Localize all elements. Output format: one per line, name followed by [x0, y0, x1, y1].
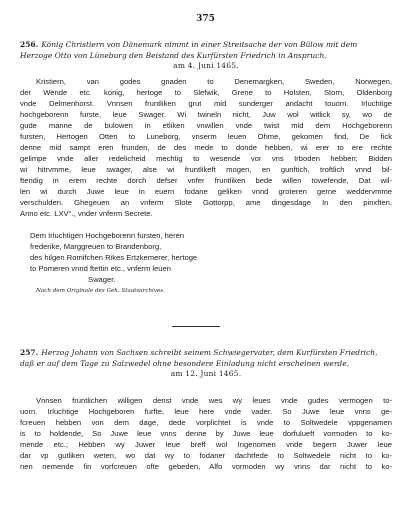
document-256-body: [20, 76, 392, 219]
address-line: to Pomeren vnnd ftettin etc., vnferm leuen: [30, 264, 171, 273]
address-line: Swager.: [88, 275, 116, 284]
address-line: Dem Irluchtigen Hochgeborenn fursten, heren: [30, 231, 185, 240]
document-257-number: 257.: [20, 348, 39, 357]
address-line: des hilgen Romifchen Rikes Ertzkemerer, hertoge: [30, 253, 198, 262]
body-line: is to holdende, So Juwe leue vnns denne by Juwe leue dorfulueft vormoden to ko-: [20, 429, 392, 438]
section-divider: [172, 326, 220, 327]
body-line: fcreuen hebben von dem dage, dede vorplichtet is vnde to Soltwedele vppgenamen: [20, 418, 392, 427]
body-line: dar vp gutliken weten, wo dat wy to fodaner dachtfede to Soltwedele nicht to ko-: [20, 451, 392, 460]
body-line: nen nemende fin vorfcreuen ofte gebeden, Alfo vormoden wy vnns dar nicht to ko-: [20, 462, 392, 471]
body-line: vnde Delmenhorst. Vnnsen fruntliken grut mid sunderger andacht touorn. Irluchtige: [20, 99, 392, 108]
address-line: frederike, Marggreuen to Brandenborg,: [30, 242, 162, 251]
document-257-date: am 12. Juni 1465.: [170, 369, 242, 378]
page-number: 375: [196, 14, 215, 24]
document-256-date: am 4. Juni 1465.: [173, 61, 239, 70]
body-line: der Wende etc. konig, hertoge to Slefwik, Grene to Holsten, Storn, Oldenborg: [20, 88, 392, 97]
source-note: Nach dem Originale des Geh. Staatsarchives.: [36, 288, 165, 294]
body-line: Anno etc. LXV°., vnder vnferm Secrete.: [20, 209, 153, 218]
address-block: [30, 230, 230, 285]
body-line: uorn. Irluchtige Hochgeboren furfte, leue here vnde vader. So Juwe leue vnns ge-: [20, 407, 392, 416]
document-257-heading-line: daß er auf dem Tage zu Salzwedel ohne besondere Einladung nicht erscheinen werde,: [20, 358, 350, 368]
body-line: mende etc.; Hebben wy Juwer leue breff wol Ingenomen vnde begern Juwer leue: [20, 440, 392, 449]
body-line: gelimpe vnde aller redelicheid mechtig to wesende vor vns Irboden hebben; Bidden: [20, 154, 392, 163]
body-line: wi hitrvmme, leue swager, alse wi fruntlikeft mogen, en gunftich, troftlich vnnd bil-: [20, 165, 392, 174]
body-line: ftendig in erem rechte dorch defser vnfer fruntliken bede willen towefende, Dat wil-: [20, 176, 392, 185]
body-line: Vnnsen fruntlichen willigen denst vnde wes wy leues vnde gudes vermogen to-: [36, 396, 392, 405]
body-line: Kristiern, van godes gnaden to Denemargken, Sweden, Norwegen,: [36, 77, 392, 86]
document-256-number: 256.: [20, 40, 39, 49]
body-line: len wi durch Juwe leue in euern fodane geliken vnnd groteren gerne weddervmme: [20, 187, 392, 196]
document-256-heading-line: König Christiern von Dänemark nimmt in einer Streitsache der von Bülow mit dem: [41, 40, 358, 49]
body-line: verschulden. Ghegeuen an vnferm Slote Gottorpp, ame dingesdage In den pinxften,: [20, 198, 392, 207]
document-256-heading-line: Herzoge Otto von Lüneburg den Beistand des Kurfürsten Friedrich in Anspruch,: [20, 50, 327, 60]
body-line: fursten, Hertogen Otten to Luneborg, vnserm leuen Ohme, gekomen find, De fick: [20, 132, 392, 141]
body-line: gude manne de bulowen in etliken vnwillen vnde twist mid dem Hochgeborenn: [20, 121, 392, 130]
body-line: hochgeborenn furste, leue Swager. Wi twineln nicht, Juw wol witlick sy, wo de: [20, 110, 392, 119]
document-257-heading-line: Herzog Johann von Sachsen schreibt seinem Schwiegervater, dem Kurfürsten Friedrich,: [41, 348, 378, 357]
document-257-heading: [20, 348, 392, 380]
document-256-heading: [20, 40, 392, 72]
body-line: denne mid sampt eren frunden, de des mede to donde hebben, wi erer to ere rechte: [20, 143, 392, 152]
document-257-body: [20, 395, 392, 472]
